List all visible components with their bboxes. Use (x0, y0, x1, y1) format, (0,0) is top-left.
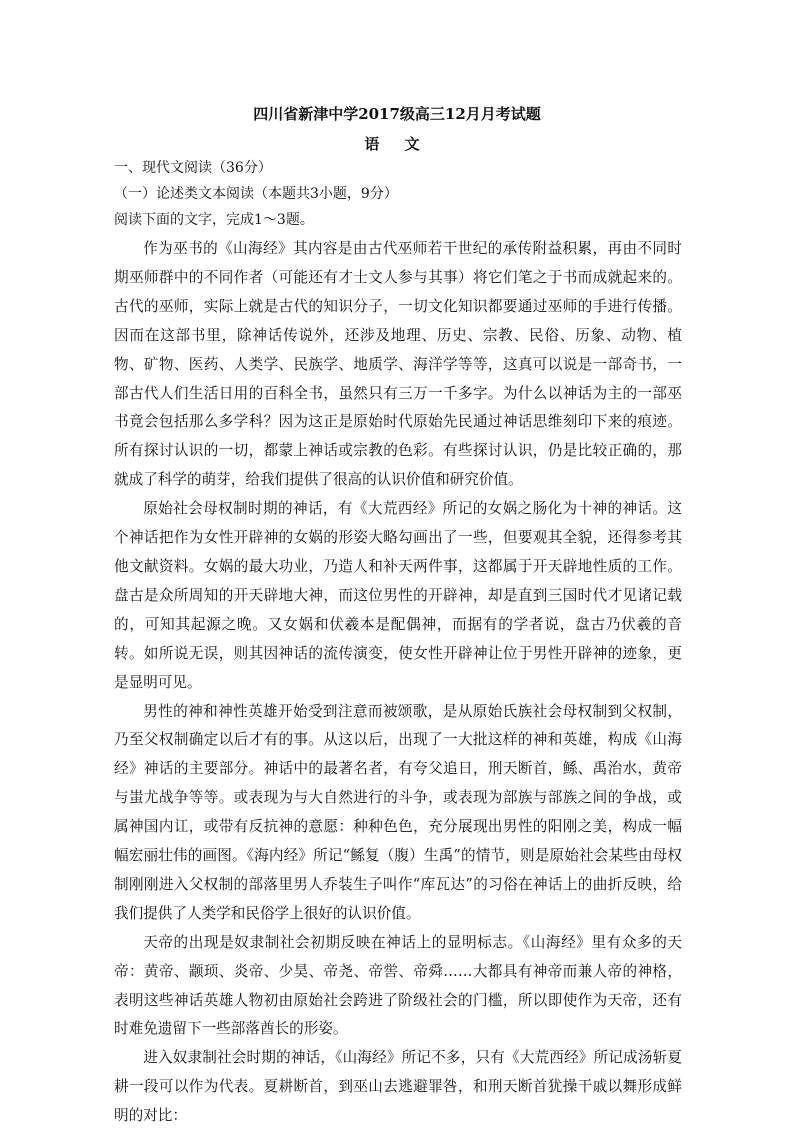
paragraph-4: 天帝的出现是奴隶制社会初期反映在神话上的显明标志。《山海经》里有众多的天帝：黄帝、颛顼、炎帝、少昊、帝尧、帝喾、帝舜……大都具有神帝而兼人帝的神格，表明这些神话英雄人物初由原始社会跨进了阶级社会的门槛，所以即使作为天帝，还有时难免遗留下一些部落酋长的形姿。 (114, 933, 682, 1038)
paragraph-3: 男性的神和神性英雄开始受到注意而被颂歌，是从原始氏族社会母权制到父权制，乃至父权制确定以后才有的事。从这以后，出现了一大批这样的神和英雄，构成《山海经》神话的主要部分。神话中的最著名者，有夸父追日，刑天断首，鲧、禹治水，黄帝与蚩尤战争等等。或表现为与大自然进行的斗争，或表现为部族与部族之间的争战，或属神国内讧，或带有反抗神的意愿：种种色色，充分展现出男性的阳刚之美，构成一幅幅宏丽壮伟的画图。《海内经》所记“鲧复（腹）生禹”的情节，则是原始社会某些由母权制刚刚进入父权制的部落里男人乔装生子叫作“库瓦达”的习俗在神话上的曲折反映，给我们提供了人类学和民俗学上很好的认识价值。 (114, 702, 682, 922)
article-body (114, 235, 682, 1131)
section-heading: 一、现代文阅读（36分） (114, 160, 272, 176)
subsection-heading: （一）论述类文本阅读（本题共3小题，9分） (114, 186, 398, 202)
paragraph-2: 原始社会母权制时期的神话，有《大荒西经》所记的女娲之肠化为十神的神话。这个神话把作为女性开辟神的女娲的形姿大略勾画出了一些，但要观其全貌，还得参考其他文献资料。女娲的最大功业，乃造人和补天两件事，这都属于开天辟地性质的工作。盘古是众所周知的开天辟地大神，而这位男性的开辟神，却是直到三国时代才见诸记载的，可知其起源之晚。又女娲和伏羲本是配偶神，而据有的学者说，盘古乃伏羲的音转。如所说无误，则其因神话的流传演变，使女性开辟神让位于男性开辟神的迹象，更是显明可见。 (114, 500, 682, 691)
paragraph-5: 进入奴隶制社会时期的神话，《山海经》所记不多，只有《大荒西经》所记成汤斩夏耕一段可以作为代表。夏耕断首，到巫山去逃避罪咎，和刑天断首犹操干戚以舞形成鲜明的对比： (114, 1049, 682, 1125)
subject-heading: 语 文 (364, 135, 430, 153)
document-title: 四川省新津中学2017级高三12月月考试题 (253, 105, 541, 123)
paragraph-1: 作为巫书的《山海经》其内容是由古代巫师若干世纪的承传附益积累，再由不同时期巫师群中的不同作者（可能还有才士文人参与其事）将它们笔之于书而成就起来的。古代的巫师，实际上就是古代的知识分子，一切文化知识都要通过巫师的手进行传播。因而在这部书里，除神话传说外，还涉及地理、历史、宗教、民俗、历象、动物、植物、矿物、医药、人类学、民族学、地质学、海洋学等等，这真可以说是一部奇书，一部古代人们生活日用的百科全书，虽然只有三万一千多字。为什么以神话为主的一部巫书竟会包括那么多学科？因为这正是原始时代原始先民通过神话思维刻印下来的痕迹。所有探讨认识的一切，都蒙上神话或宗教的色彩。有些探讨认识，仍是比较正确的，那就成了科学的萌芽，给我们提供了很高的认识价值和研究价值。 (114, 240, 682, 489)
reading-instruction: 阅读下面的文字，完成1～3题。 (114, 212, 314, 228)
